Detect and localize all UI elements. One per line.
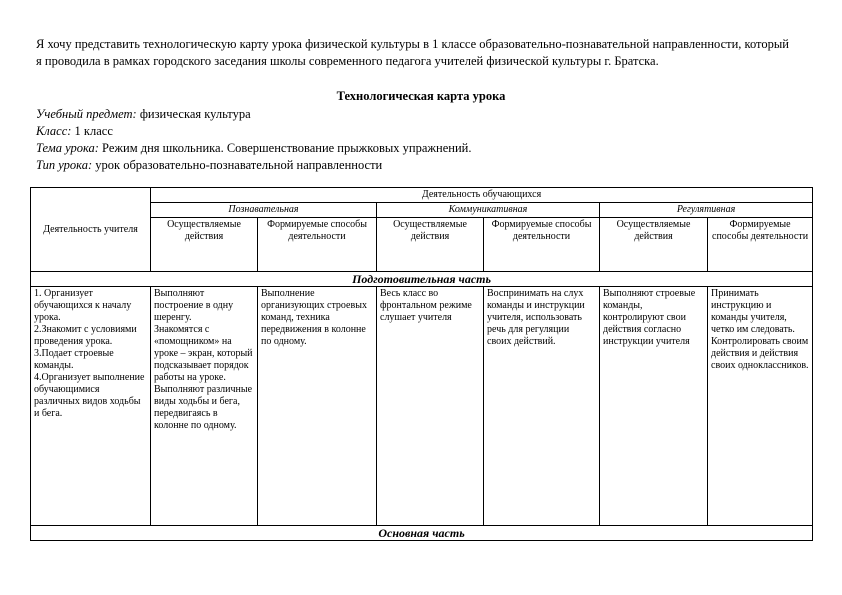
cell-regulative-methods: Принимать инструкцию и команды учителя, четко им следовать. Контролировать своим действия и действия своих одноклассников. bbox=[708, 287, 813, 526]
subheader-methods: Формируемые способы деятельности bbox=[258, 218, 377, 272]
topic-label: Тема урока: bbox=[36, 141, 99, 155]
cell-regulative-actions: Выполняют строевые команды, контролируют свои действия согласно инструкции учителя bbox=[600, 287, 708, 526]
cell-cognitive-actions: Выполняют построение в одну шеренгу. Знакомятся с «помощником» на уроке – экран, который подсказывает порядок работы на уроке. Выполняют различные виды ходьбы и бега, передвигаясь в колонне по одному. bbox=[151, 287, 258, 526]
lesson-map-table bbox=[30, 187, 813, 541]
subheader-actions: Осуществляемые действия bbox=[151, 218, 258, 272]
cell-communicative-methods: Воспринимать на слух команды и инструкции учителя, использовать речь для регуляции своих действий. bbox=[484, 287, 600, 526]
meta-topic bbox=[36, 140, 471, 157]
cell-cognitive-methods: Выполнение организующих строевых команд, техника передвижения в колонне по одному. bbox=[258, 287, 377, 526]
class-value: 1 класс bbox=[71, 124, 113, 138]
header-student-activity: Деятельность обучающихся bbox=[151, 188, 813, 203]
header-communicative: Коммуникативная bbox=[377, 203, 600, 218]
subheader-methods: Формируемые способы деятельности bbox=[484, 218, 600, 272]
subheader-methods: Формируемые способы деятельности bbox=[708, 218, 813, 272]
meta-subject bbox=[36, 106, 251, 123]
topic-value: Режим дня школьника. Совершенствование прыжковых упражнений. bbox=[98, 141, 472, 155]
header-teacher-activity: Деятельность учителя bbox=[31, 188, 151, 272]
subject-value: физическая культура bbox=[136, 107, 251, 121]
document-title: Технологическая карта урока bbox=[336, 89, 506, 103]
meta-class bbox=[36, 123, 113, 140]
header-regulative: Регулятивная bbox=[600, 203, 813, 218]
intro-paragraph: Я хочу представить технологическую карту урока физической культуры в 1 классе образовательно-познавательной направленности, который я проводила в рамках городского заседания школы современного педагога учителей физической культуры г. Братска. bbox=[36, 37, 789, 68]
header-cognitive: Познавательная bbox=[151, 203, 377, 218]
section-main: Основная часть bbox=[31, 526, 813, 541]
cell-teacher-prep: 1. Организует обучающихся к началу урока. 2.Знакомит с условиями проведения урока. 3.Подает строевые команды. 4.Организует выполнение обучающимися различных видов ходьбы и бега. bbox=[31, 287, 151, 526]
cell-communicative-actions: Весь класс во фронтальном режиме слушает учителя bbox=[377, 287, 484, 526]
subheader-actions: Осуществляемые действия bbox=[377, 218, 484, 272]
class-label: Класс: bbox=[36, 124, 72, 138]
section-preparatory: Подготовительная часть bbox=[31, 272, 813, 287]
subject-label: Учебный предмет: bbox=[36, 107, 137, 121]
type-label: Тип урока: bbox=[36, 158, 93, 172]
type-value: урок образовательно-познавательной направленности bbox=[92, 158, 383, 172]
subheader-actions: Осуществляемые действия bbox=[600, 218, 708, 272]
meta-type bbox=[36, 157, 382, 174]
